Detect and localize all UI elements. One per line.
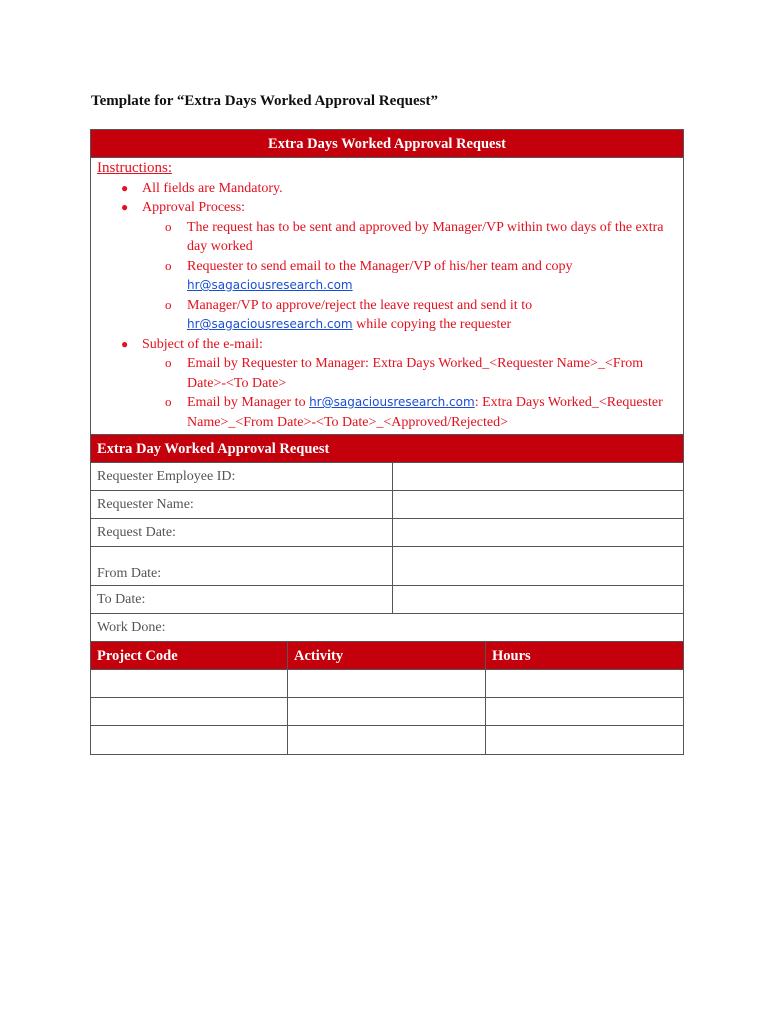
hours-cell[interactable] (486, 698, 683, 725)
column-header-hours: Hours (492, 648, 531, 664)
subject-format-suffix: : Extra Days Worked_<Requester Name>_<From Date>-<To Date>_<Approved/Rejected> (187, 395, 663, 430)
employee-id-input[interactable] (393, 463, 683, 490)
section-header: Extra Day Worked Approval Request (91, 435, 683, 463)
project-code-cell[interactable] (91, 670, 288, 697)
list-item (97, 335, 677, 433)
to-date-input[interactable] (393, 586, 683, 613)
circle-bullet-icon: o (165, 296, 172, 312)
hours-cell[interactable] (486, 726, 683, 754)
approval-step-text: The request has to be sent and approved by Manager/VP within two days of the extra day worked (187, 219, 664, 254)
field-label: Request Date: (91, 519, 393, 546)
field-label: Requester Name: (91, 491, 393, 518)
list-item (97, 198, 677, 335)
field-row-from-date (91, 547, 683, 586)
subject-format-text: Email by Requester to Manager: Extra Days Worked_<Requester Name>_<From Date>-<To Date> (187, 356, 644, 391)
hours-cell[interactable] (486, 670, 683, 697)
hr-email-link[interactable]: hr@sagaciousresearch.com (187, 317, 353, 331)
form-title: Extra Days Worked Approval Request (91, 130, 683, 158)
column-header-activity: Activity (288, 642, 486, 669)
approval-process-steps (142, 218, 677, 335)
field-label: Work Done: (97, 620, 166, 635)
hr-email-link[interactable]: hr@sagaciousresearch.com (187, 278, 353, 292)
field-label: Requester Employee ID: (91, 463, 393, 490)
instructions-list (97, 179, 677, 433)
project-code-cell[interactable] (91, 726, 288, 754)
activity-cell[interactable] (288, 726, 486, 754)
field-row-name (91, 491, 683, 519)
instructions-heading: Instructions: (97, 160, 172, 176)
from-date-input[interactable] (393, 547, 683, 585)
approval-step-suffix: while copying the requester (352, 317, 512, 332)
field-row-work-done (91, 614, 683, 642)
list-item (142, 393, 677, 432)
request-date-input[interactable] (393, 519, 683, 546)
bullet-icon: ● (121, 200, 129, 214)
list-item (142, 257, 677, 296)
list-item (142, 354, 677, 393)
subject-label: Subject of the e-mail: (142, 336, 263, 352)
circle-bullet-icon: o (165, 394, 172, 409)
mandatory-note: All fields are Mandatory. (142, 180, 283, 196)
approval-process-label: Approval Process: (142, 200, 246, 215)
field-label: From Date: (91, 547, 393, 585)
bullet-icon: ● (121, 336, 129, 351)
table-row (91, 726, 683, 754)
project-code-cell[interactable] (91, 698, 288, 725)
column-header-project-code: Project Code (91, 642, 288, 669)
approval-step-text: Requester to send email to the Manager/VP of his/her team and copy (187, 258, 573, 274)
subject-items (142, 354, 677, 432)
field-label: To Date: (91, 586, 393, 613)
list-item (142, 296, 677, 335)
requester-name-input[interactable] (393, 491, 683, 518)
field-row-to-date (91, 586, 683, 614)
field-row-request-date (91, 519, 683, 547)
circle-bullet-icon: o (165, 355, 172, 370)
table-row (91, 698, 683, 726)
work-table-header (91, 642, 683, 670)
subject-format-prefix: Email by Manager to (187, 395, 310, 410)
field-row-employee-id (91, 463, 683, 491)
work-table-body (91, 670, 683, 754)
circle-bullet-icon: o (165, 257, 172, 273)
approval-step-text: Manager/VP to approve/reject the leave request and send it to (187, 297, 533, 313)
circle-bullet-icon: o (165, 218, 172, 234)
list-item (97, 179, 677, 199)
bullet-icon: ● (121, 180, 129, 195)
instructions-panel (91, 158, 683, 435)
list-item (142, 218, 677, 257)
activity-cell[interactable] (288, 670, 486, 697)
approval-form (90, 129, 684, 755)
activity-cell[interactable] (288, 698, 486, 725)
hr-email-link[interactable]: hr@sagaciousresearch.com (309, 395, 475, 409)
table-row (91, 670, 683, 698)
page-title: Template for “Extra Days Worked Approval Request” (91, 93, 438, 109)
